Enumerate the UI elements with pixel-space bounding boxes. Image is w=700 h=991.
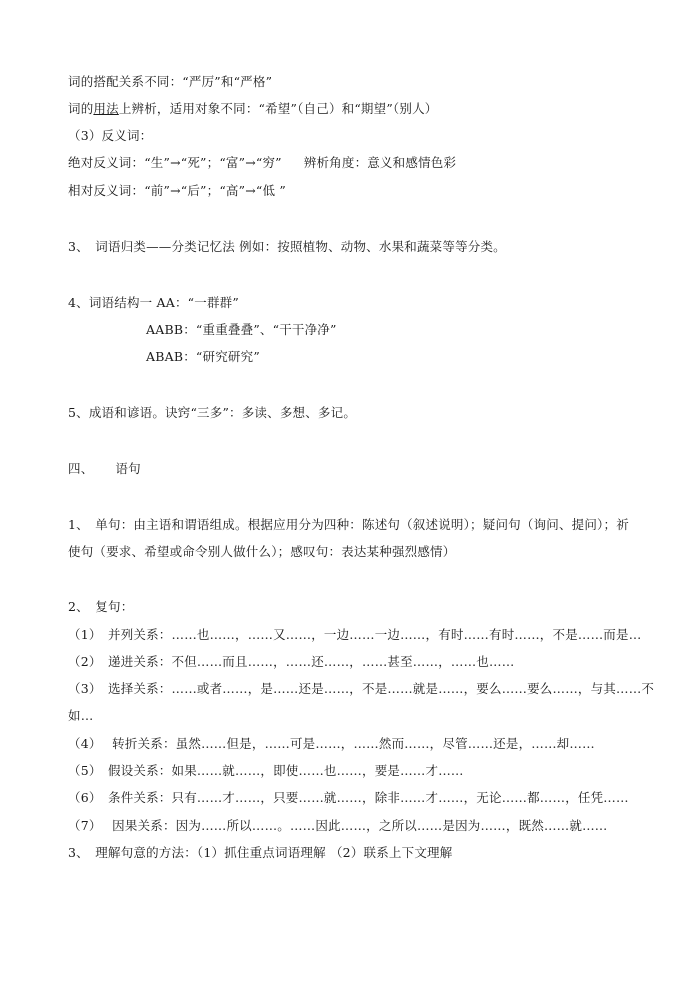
text-line: 1、 单句：由主语和谓语组成。根据应用分为四种：陈述句（叙述说明）；疑问句（询问、提问）；祈 (68, 517, 629, 532)
text-line: （7） 因果关系：因为……所以……。……因此……，之所以……是因为……，既然……就…… (68, 818, 608, 833)
text-line: 4、词语结构一 AA：“一群群” (68, 295, 239, 310)
text-run: 四、 (68, 461, 94, 476)
text-line: 2、 复句： (68, 599, 134, 614)
text-line: 3、 词语归类——分类记忆法 例如：按照植物、动物、水果和蔬菜等等分类。 (68, 239, 506, 254)
text-line: 词的搭配关系不同：“严厉”和“严格” (68, 74, 273, 89)
text-line: （4） 转折关系：虽然……但是，……可是……，……然而……，尽管……还是，……却…… (68, 736, 595, 751)
text-line: 相对反义词：“前”→“后”；“高”→“低 ” (68, 183, 286, 198)
section-heading (68, 461, 141, 477)
text-line: 3、 理解句意的方法：（1）抓住重点词语理解 （2）联系上下文理解 (68, 845, 453, 860)
text-line: （6） 条件关系：只有……才……，只要……就……，除非……才……，无论……都……，任凭…… (68, 790, 629, 805)
text-line: （3） 选择关系：……或者……，是……还是……，不是……就是……，要么……要么……，与其……不 (68, 681, 655, 696)
text-line: 5、成语和谚语。诀窍“三多”：多读、多想、多记。 (68, 405, 357, 420)
underlined-term: 用法 (93, 101, 119, 116)
text-run: 语句 (115, 461, 141, 476)
text-line: （2） 递进关系：不但……而且……，……还……，……甚至……，……也…… (68, 654, 515, 669)
text-run: 上辨析，适用对象不同：“希望”（自己）和“期望”（别人） (118, 101, 438, 116)
text-line: （1） 并列关系：……也……，……又……，一边……一边……，有时……有时……，不是……而是… (68, 627, 642, 642)
text-line (68, 155, 456, 171)
text-run: 绝对反义词：“生”→“死”；“富”→“穷” (68, 155, 282, 170)
text-line: （5） 假设关系：如果……就……，即使……也……，要是……才…… (68, 763, 464, 778)
text-line: （3）反义词： (68, 128, 153, 143)
text-line (68, 101, 437, 117)
text-line: AABB：“重重叠叠”、“干干净净” (146, 322, 337, 337)
text-line: 使句（要求、希望或命令别人做什么）；感叹句：表达某种强烈感情） (68, 544, 456, 559)
text-run: 辨析角度：意义和感情色彩 (303, 155, 457, 170)
text-line: 如… (68, 708, 94, 723)
text-run: 词的 (68, 101, 94, 116)
text-line: ABAB：“研究研究” (146, 349, 260, 364)
